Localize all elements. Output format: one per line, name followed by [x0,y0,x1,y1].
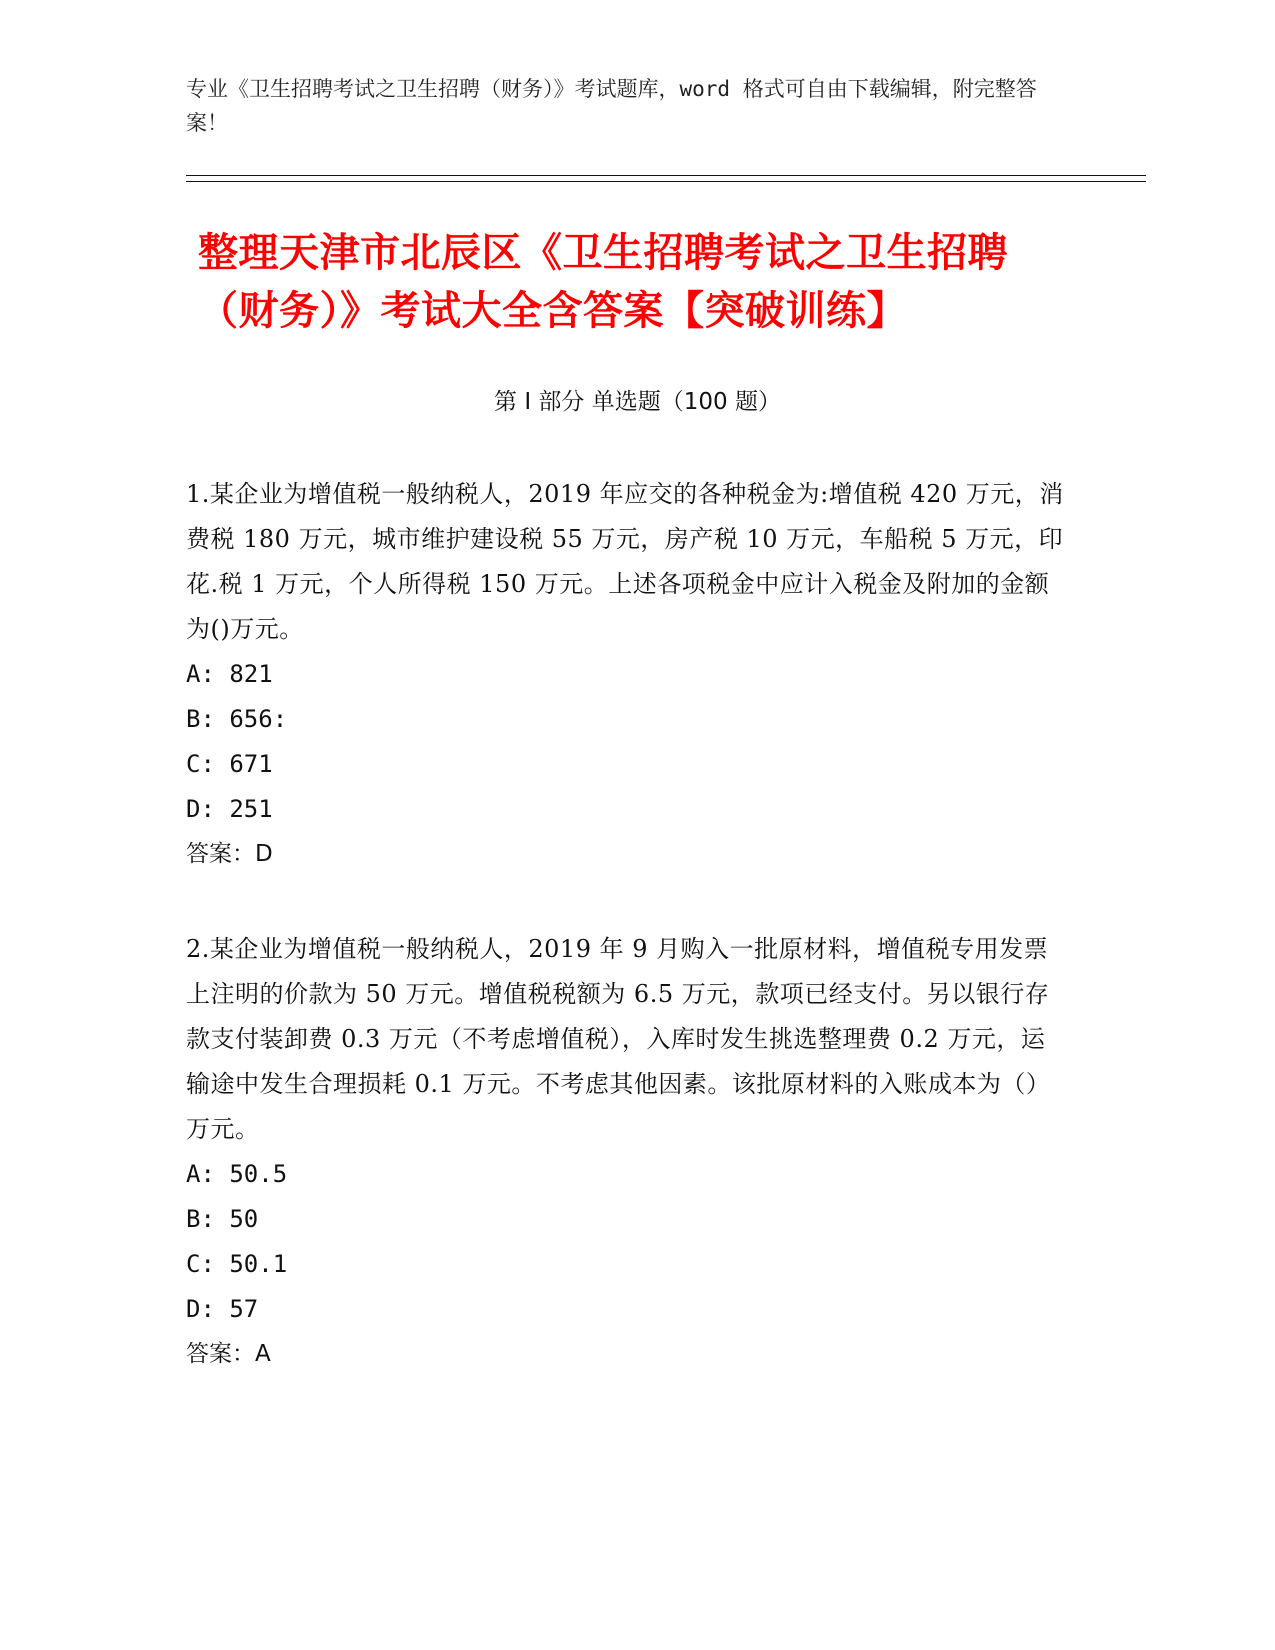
option-a: A: 50.5 [186,1160,288,1188]
header-rule-bottom [186,181,1146,182]
answer-label: 答案：D [186,841,273,867]
header-rule-top [186,175,1146,176]
document-title: 整理天津市北辰区《卫生招聘考试之卫生招聘（财务）》考试大全含答案【突破训练】 [198,230,1008,334]
option-c: C: 671 [186,750,273,778]
question-stem: 2.某企业为增值税一般纳税人，2019 年 9 月购入一批原材料，增值税专用发票上注明的价款为 50 万元。增值税税额为 6.5 万元，款项已经支付。另以银行存款支付装卸费 0.3 万元（不考虑增值税），入库时发生挑选整理费 0.2 万元，运输途中发生合理损耗 0.1 万元。不考虑其他因素。该批原材料的入账成本为（）万元。 [186,935,1051,1143]
option-b: B: 50 [186,1205,259,1233]
option-list [186,652,1066,832]
option-a: A: 821 [186,660,273,688]
question-2 [186,927,1066,1377]
option-d: D: 251 [186,795,273,823]
header-note: 专业《卫生招聘考试之卫生招聘（财务）》考试题库，word 格式可自由下载编辑，附完整答案！ [186,77,1037,135]
option-d: D: 57 [186,1295,259,1323]
option-b: B: 656: [186,705,288,733]
option-list [186,1152,1066,1332]
question-1 [186,472,1066,877]
question-stem: 1.某企业为增值税一般纳税人，2019 年应交的各种税金为:增值税 420 万元，消费税 180 万元，城市维护建设税 55 万元，房产税 10 万元，车船税 5 万元，印花.税 1 万元，个人所得税 150 万元。上述各项税金中应计入税金及附加的金额为()万元。 [186,480,1064,643]
answer-label: 答案：A [186,1341,271,1367]
option-c: C: 50.1 [186,1250,288,1278]
section-heading: 第 I 部分 单选题（100 题） [494,389,781,415]
